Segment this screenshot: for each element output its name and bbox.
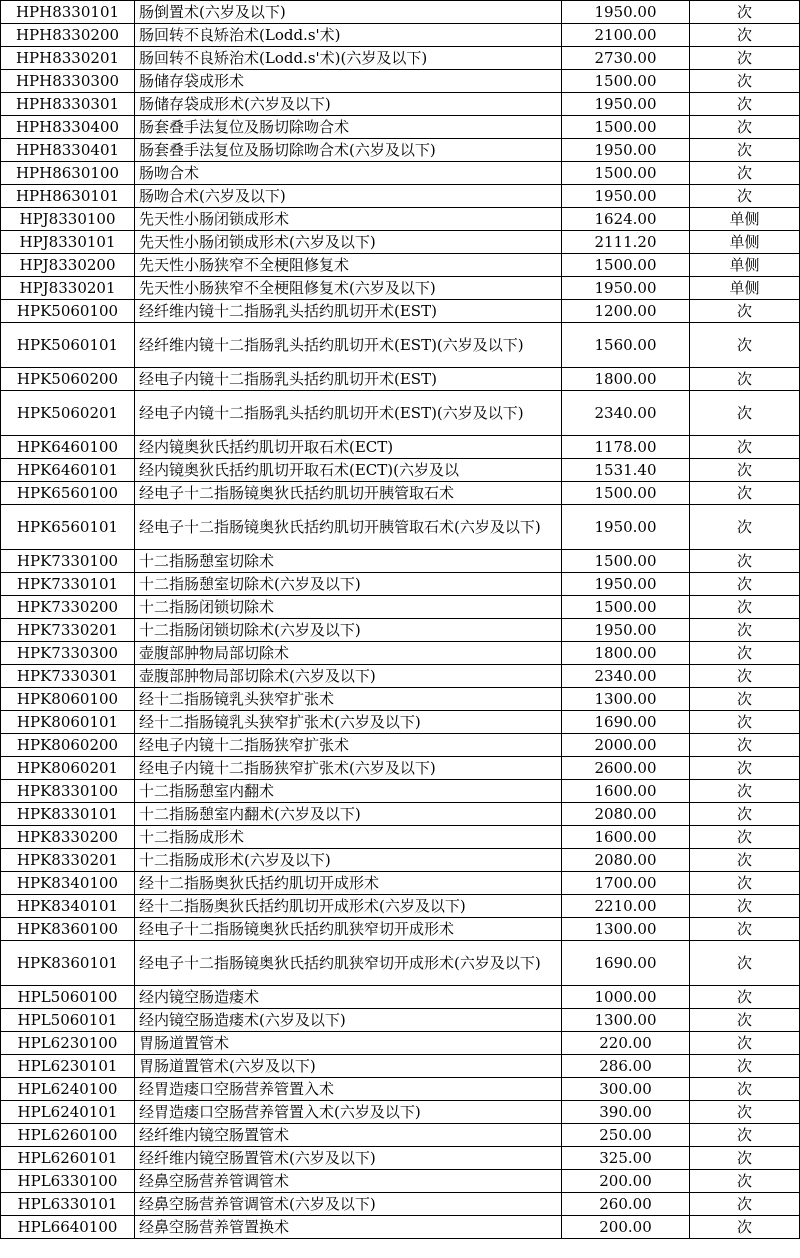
item-unit-cell: 次 — [690, 1032, 800, 1055]
item-name-cell: 经纤维内镜空肠置管术(六岁及以下) — [135, 1147, 562, 1170]
item-code-cell: HPH8330201 — [1, 47, 135, 70]
item-price-cell: 200.00 — [562, 1170, 690, 1193]
table-row — [1, 208, 800, 231]
item-code-cell: HPK8360101 — [1, 941, 135, 986]
item-unit-cell: 次 — [690, 986, 800, 1009]
item-unit-cell: 单侧 — [690, 277, 800, 300]
item-name-cell: 经电子十二指肠镜奥狄氏括约肌狭窄切开成形术 — [135, 918, 562, 941]
item-code-cell: HPH8630100 — [1, 162, 135, 185]
table-row — [1, 231, 800, 254]
item-unit-cell: 次 — [690, 619, 800, 642]
item-price-cell: 1690.00 — [562, 711, 690, 734]
item-code-cell: HPK7330301 — [1, 665, 135, 688]
item-code-cell: HPH8330400 — [1, 116, 135, 139]
item-unit-cell: 次 — [690, 459, 800, 482]
item-name-cell: 先天性小肠闭锁成形术 — [135, 208, 562, 231]
item-name-cell: 胃肠道置管术(六岁及以下) — [135, 1055, 562, 1078]
table-row — [1, 826, 800, 849]
table-row — [1, 70, 800, 93]
table-row — [1, 550, 800, 573]
item-code-cell: HPK5060100 — [1, 300, 135, 323]
item-name-cell: 十二指肠成形术 — [135, 826, 562, 849]
item-unit-cell: 次 — [690, 895, 800, 918]
item-code-cell: HPL6640100 — [1, 1216, 135, 1239]
item-unit-cell: 次 — [690, 70, 800, 93]
item-code-cell: HPK5060200 — [1, 368, 135, 391]
item-unit-cell: 次 — [690, 139, 800, 162]
item-unit-cell: 次 — [690, 47, 800, 70]
item-price-cell: 1500.00 — [562, 550, 690, 573]
item-code-cell: HPL6240101 — [1, 1101, 135, 1124]
item-unit-cell: 次 — [690, 757, 800, 780]
table-row — [1, 116, 800, 139]
item-unit-cell: 次 — [690, 826, 800, 849]
item-price-cell: 1000.00 — [562, 986, 690, 1009]
item-price-cell: 1600.00 — [562, 780, 690, 803]
item-name-cell: 十二指肠憩室切除术(六岁及以下) — [135, 573, 562, 596]
item-code-cell: HPH8630101 — [1, 185, 135, 208]
item-code-cell: HPK7330201 — [1, 619, 135, 642]
table-row — [1, 941, 800, 986]
item-price-cell: 1700.00 — [562, 872, 690, 895]
item-code-cell: HPH8330200 — [1, 24, 135, 47]
item-price-cell: 1300.00 — [562, 918, 690, 941]
item-price-cell: 2340.00 — [562, 665, 690, 688]
item-code-cell: HPK5060101 — [1, 323, 135, 368]
item-name-cell: 先天性小肠闭锁成形术(六岁及以下) — [135, 231, 562, 254]
item-unit-cell: 次 — [690, 550, 800, 573]
item-name-cell: 经鼻空肠营养管调管术 — [135, 1170, 562, 1193]
item-unit-cell: 次 — [690, 323, 800, 368]
item-name-cell: 肠回转不良矫治术(Lodd.s'术)(六岁及以下) — [135, 47, 562, 70]
table-row — [1, 93, 800, 116]
item-unit-cell: 次 — [690, 185, 800, 208]
item-code-cell: HPK8330201 — [1, 849, 135, 872]
item-code-cell: HPK8340100 — [1, 872, 135, 895]
item-unit-cell: 次 — [690, 711, 800, 734]
item-name-cell: 十二指肠憩室切除术 — [135, 550, 562, 573]
table-row — [1, 573, 800, 596]
item-price-cell: 220.00 — [562, 1032, 690, 1055]
table-row — [1, 459, 800, 482]
table-row — [1, 391, 800, 436]
item-name-cell: 经电子十二指肠镜奥狄氏括约肌切开胰管取石术 — [135, 482, 562, 505]
item-price-cell: 1950.00 — [562, 1, 690, 24]
item-unit-cell: 次 — [690, 941, 800, 986]
item-unit-cell: 次 — [690, 1147, 800, 1170]
table-row — [1, 1170, 800, 1193]
item-name-cell: 经胃造瘘口空肠营养管置入术 — [135, 1078, 562, 1101]
item-price-cell: 1500.00 — [562, 162, 690, 185]
item-unit-cell: 次 — [690, 436, 800, 459]
item-unit-cell: 次 — [690, 780, 800, 803]
item-price-cell: 1500.00 — [562, 482, 690, 505]
item-name-cell: 十二指肠成形术(六岁及以下) — [135, 849, 562, 872]
item-unit-cell: 单侧 — [690, 208, 800, 231]
item-name-cell: 经内镜奥狄氏括约肌切开取石术(ECT)(六岁及以 — [135, 459, 562, 482]
item-unit-cell: 次 — [690, 1101, 800, 1124]
item-name-cell: 经十二指肠奥狄氏括约肌切开成形术 — [135, 872, 562, 895]
item-code-cell: HPK6460101 — [1, 459, 135, 482]
item-code-cell: HPK5060201 — [1, 391, 135, 436]
item-name-cell: 经纤维内镜十二指肠乳头括约肌切开术(EST) — [135, 300, 562, 323]
table-row — [1, 368, 800, 391]
item-unit-cell: 次 — [690, 482, 800, 505]
item-code-cell: HPL6330100 — [1, 1170, 135, 1193]
item-price-cell: 1500.00 — [562, 70, 690, 93]
item-unit-cell: 次 — [690, 688, 800, 711]
table-row — [1, 1009, 800, 1032]
item-code-cell: HPK8330200 — [1, 826, 135, 849]
item-price-cell: 1200.00 — [562, 300, 690, 323]
item-unit-cell: 次 — [690, 1124, 800, 1147]
item-code-cell: HPK8330101 — [1, 803, 135, 826]
table-row — [1, 482, 800, 505]
item-code-cell: HPL6240100 — [1, 1078, 135, 1101]
item-unit-cell: 次 — [690, 93, 800, 116]
item-price-cell: 1800.00 — [562, 368, 690, 391]
table-row — [1, 505, 800, 550]
table-row — [1, 1, 800, 24]
item-unit-cell: 次 — [690, 849, 800, 872]
item-price-cell: 260.00 — [562, 1193, 690, 1216]
table-row — [1, 734, 800, 757]
table-row — [1, 300, 800, 323]
item-code-cell: HPK8060100 — [1, 688, 135, 711]
item-price-cell: 2111.20 — [562, 231, 690, 254]
price-table-body — [1, 1, 800, 1239]
item-unit-cell: 次 — [690, 872, 800, 895]
item-unit-cell: 次 — [690, 642, 800, 665]
item-unit-cell: 次 — [690, 391, 800, 436]
item-name-cell: 胃肠道置管术 — [135, 1032, 562, 1055]
table-row — [1, 1078, 800, 1101]
item-code-cell: HPH8330101 — [1, 1, 135, 24]
item-name-cell: 经电子十二指肠镜奥狄氏括约肌切开胰管取石术(六岁及以下) — [135, 505, 562, 550]
item-name-cell: 十二指肠闭锁切除术(六岁及以下) — [135, 619, 562, 642]
table-row — [1, 918, 800, 941]
item-code-cell: HPJ8330100 — [1, 208, 135, 231]
item-code-cell: HPK6460100 — [1, 436, 135, 459]
item-name-cell: 经十二指肠镜乳头狭窄扩张术(六岁及以下) — [135, 711, 562, 734]
item-name-cell: 肠储存袋成形术 — [135, 70, 562, 93]
item-price-cell: 2080.00 — [562, 849, 690, 872]
table-row — [1, 323, 800, 368]
table-row — [1, 1193, 800, 1216]
item-unit-cell: 次 — [690, 1193, 800, 1216]
item-name-cell: 肠套叠手法复位及肠切除吻合术(六岁及以下) — [135, 139, 562, 162]
item-name-cell: 经电子内镜十二指肠乳头括约肌切开术(EST) — [135, 368, 562, 391]
table-row — [1, 986, 800, 1009]
item-unit-cell: 次 — [690, 505, 800, 550]
table-row — [1, 24, 800, 47]
item-code-cell: HPL6330101 — [1, 1193, 135, 1216]
item-price-cell: 2100.00 — [562, 24, 690, 47]
table-row — [1, 162, 800, 185]
item-price-cell: 1950.00 — [562, 573, 690, 596]
item-name-cell: 经电子十二指肠镜奥狄氏括约肌狭窄切开成形术(六岁及以下) — [135, 941, 562, 986]
item-unit-cell: 次 — [690, 665, 800, 688]
item-code-cell: HPK8060101 — [1, 711, 135, 734]
item-price-cell: 2000.00 — [562, 734, 690, 757]
item-price-cell: 1560.00 — [562, 323, 690, 368]
item-price-cell: 1500.00 — [562, 116, 690, 139]
item-code-cell: HPK7330200 — [1, 596, 135, 619]
item-name-cell: 十二指肠闭锁切除术 — [135, 596, 562, 619]
item-name-cell: 经内镜空肠造瘘术(六岁及以下) — [135, 1009, 562, 1032]
item-code-cell: HPK7330300 — [1, 642, 135, 665]
item-unit-cell: 次 — [690, 300, 800, 323]
item-price-cell: 1950.00 — [562, 185, 690, 208]
item-price-cell: 1800.00 — [562, 642, 690, 665]
item-unit-cell: 次 — [690, 162, 800, 185]
item-unit-cell: 次 — [690, 573, 800, 596]
item-unit-cell: 单侧 — [690, 231, 800, 254]
item-code-cell: HPJ8330101 — [1, 231, 135, 254]
item-unit-cell: 次 — [690, 24, 800, 47]
table-row — [1, 596, 800, 619]
item-name-cell: 经电子内镜十二指肠乳头括约肌切开术(EST)(六岁及以下) — [135, 391, 562, 436]
item-name-cell: 肠倒置术(六岁及以下) — [135, 1, 562, 24]
item-price-cell: 300.00 — [562, 1078, 690, 1101]
item-price-cell: 390.00 — [562, 1101, 690, 1124]
table-row — [1, 711, 800, 734]
item-name-cell: 经鼻空肠营养管置换术 — [135, 1216, 562, 1239]
item-price-cell: 1690.00 — [562, 941, 690, 986]
item-name-cell: 经纤维内镜空肠置管术 — [135, 1124, 562, 1147]
table-row — [1, 1101, 800, 1124]
item-price-cell: 1500.00 — [562, 596, 690, 619]
item-code-cell: HPL6260101 — [1, 1147, 135, 1170]
item-name-cell: 先天性小肠狭窄不全梗阻修复术(六岁及以下) — [135, 277, 562, 300]
item-code-cell: HPK8060201 — [1, 757, 135, 780]
table-row — [1, 277, 800, 300]
item-name-cell: 经胃造瘘口空肠营养管置入术(六岁及以下) — [135, 1101, 562, 1124]
table-row — [1, 780, 800, 803]
item-unit-cell: 次 — [690, 1009, 800, 1032]
item-code-cell: HPH8330300 — [1, 70, 135, 93]
item-price-cell: 2600.00 — [562, 757, 690, 780]
item-price-cell: 1950.00 — [562, 505, 690, 550]
table-row — [1, 757, 800, 780]
item-price-cell: 325.00 — [562, 1147, 690, 1170]
item-code-cell: HPK8060200 — [1, 734, 135, 757]
item-code-cell: HPL6230100 — [1, 1032, 135, 1055]
item-unit-cell: 次 — [690, 596, 800, 619]
item-code-cell: HPL5060100 — [1, 986, 135, 1009]
table-row — [1, 665, 800, 688]
table-row — [1, 803, 800, 826]
item-price-cell: 1950.00 — [562, 139, 690, 162]
item-price-cell: 1600.00 — [562, 826, 690, 849]
item-price-cell: 2730.00 — [562, 47, 690, 70]
item-price-cell: 1950.00 — [562, 93, 690, 116]
item-name-cell: 肠吻合术(六岁及以下) — [135, 185, 562, 208]
item-code-cell: HPH8330401 — [1, 139, 135, 162]
item-code-cell: HPH8330301 — [1, 93, 135, 116]
table-row — [1, 642, 800, 665]
item-code-cell: HPK8360100 — [1, 918, 135, 941]
item-name-cell: 经纤维内镜十二指肠乳头括约肌切开术(EST)(六岁及以下) — [135, 323, 562, 368]
item-unit-cell: 次 — [690, 1, 800, 24]
item-name-cell: 肠套叠手法复位及肠切除吻合术 — [135, 116, 562, 139]
table-row — [1, 1124, 800, 1147]
item-code-cell: HPK7330101 — [1, 573, 135, 596]
item-name-cell: 经电子内镜十二指肠狭窄扩张术(六岁及以下) — [135, 757, 562, 780]
item-unit-cell: 次 — [690, 734, 800, 757]
item-unit-cell: 次 — [690, 1055, 800, 1078]
item-price-cell: 1178.00 — [562, 436, 690, 459]
item-name-cell: 经十二指肠奥狄氏括约肌切开成形术(六岁及以下) — [135, 895, 562, 918]
item-price-cell: 1500.00 — [562, 254, 690, 277]
table-row — [1, 254, 800, 277]
item-price-cell: 286.00 — [562, 1055, 690, 1078]
table-row — [1, 1055, 800, 1078]
item-price-cell: 1950.00 — [562, 619, 690, 642]
item-name-cell: 肠回转不良矫治术(Lodd.s'术) — [135, 24, 562, 47]
item-price-cell: 2080.00 — [562, 803, 690, 826]
table-row — [1, 849, 800, 872]
item-name-cell: 肠储存袋成形术(六岁及以下) — [135, 93, 562, 116]
item-name-cell: 十二指肠憩室内翻术 — [135, 780, 562, 803]
item-name-cell: 经鼻空肠营养管调管术(六岁及以下) — [135, 1193, 562, 1216]
item-name-cell: 壶腹部肿物局部切除术(六岁及以下) — [135, 665, 562, 688]
item-name-cell: 经电子内镜十二指肠狭窄扩张术 — [135, 734, 562, 757]
item-price-cell: 1624.00 — [562, 208, 690, 231]
item-unit-cell: 次 — [690, 1170, 800, 1193]
item-price-cell: 1300.00 — [562, 688, 690, 711]
item-name-cell: 肠吻合术 — [135, 162, 562, 185]
item-price-cell: 1950.00 — [562, 277, 690, 300]
item-price-cell: 2340.00 — [562, 391, 690, 436]
table-row — [1, 1147, 800, 1170]
item-code-cell: HPK8330100 — [1, 780, 135, 803]
table-row — [1, 47, 800, 70]
item-price-cell: 2210.00 — [562, 895, 690, 918]
item-name-cell: 十二指肠憩室内翻术(六岁及以下) — [135, 803, 562, 826]
item-code-cell: HPL6230101 — [1, 1055, 135, 1078]
item-price-cell: 200.00 — [562, 1216, 690, 1239]
item-code-cell: HPJ8330201 — [1, 277, 135, 300]
item-name-cell: 经十二指肠镜乳头狭窄扩张术 — [135, 688, 562, 711]
item-code-cell: HPJ8330200 — [1, 254, 135, 277]
item-unit-cell: 次 — [690, 368, 800, 391]
table-row — [1, 1216, 800, 1239]
item-price-cell: 1300.00 — [562, 1009, 690, 1032]
item-code-cell: HPL5060101 — [1, 1009, 135, 1032]
table-row — [1, 872, 800, 895]
item-unit-cell: 次 — [690, 116, 800, 139]
item-name-cell: 经内镜空肠造瘘术 — [135, 986, 562, 1009]
table-row — [1, 619, 800, 642]
item-code-cell: HPL6260100 — [1, 1124, 135, 1147]
item-name-cell: 先天性小肠狭窄不全梗阻修复术 — [135, 254, 562, 277]
item-name-cell: 壶腹部肿物局部切除术 — [135, 642, 562, 665]
table-row — [1, 895, 800, 918]
table-row — [1, 1032, 800, 1055]
table-row — [1, 139, 800, 162]
item-code-cell: HPK6560100 — [1, 482, 135, 505]
item-unit-cell: 次 — [690, 1216, 800, 1239]
table-row — [1, 688, 800, 711]
table-row — [1, 436, 800, 459]
item-unit-cell: 单侧 — [690, 254, 800, 277]
item-price-cell: 250.00 — [562, 1124, 690, 1147]
item-code-cell: HPK8340101 — [1, 895, 135, 918]
item-unit-cell: 次 — [690, 918, 800, 941]
item-unit-cell: 次 — [690, 803, 800, 826]
item-code-cell: HPK6560101 — [1, 505, 135, 550]
item-price-cell: 1531.40 — [562, 459, 690, 482]
item-code-cell: HPK7330100 — [1, 550, 135, 573]
item-unit-cell: 次 — [690, 1078, 800, 1101]
item-name-cell: 经内镜奥狄氏括约肌切开取石术(ECT) — [135, 436, 562, 459]
table-row — [1, 185, 800, 208]
